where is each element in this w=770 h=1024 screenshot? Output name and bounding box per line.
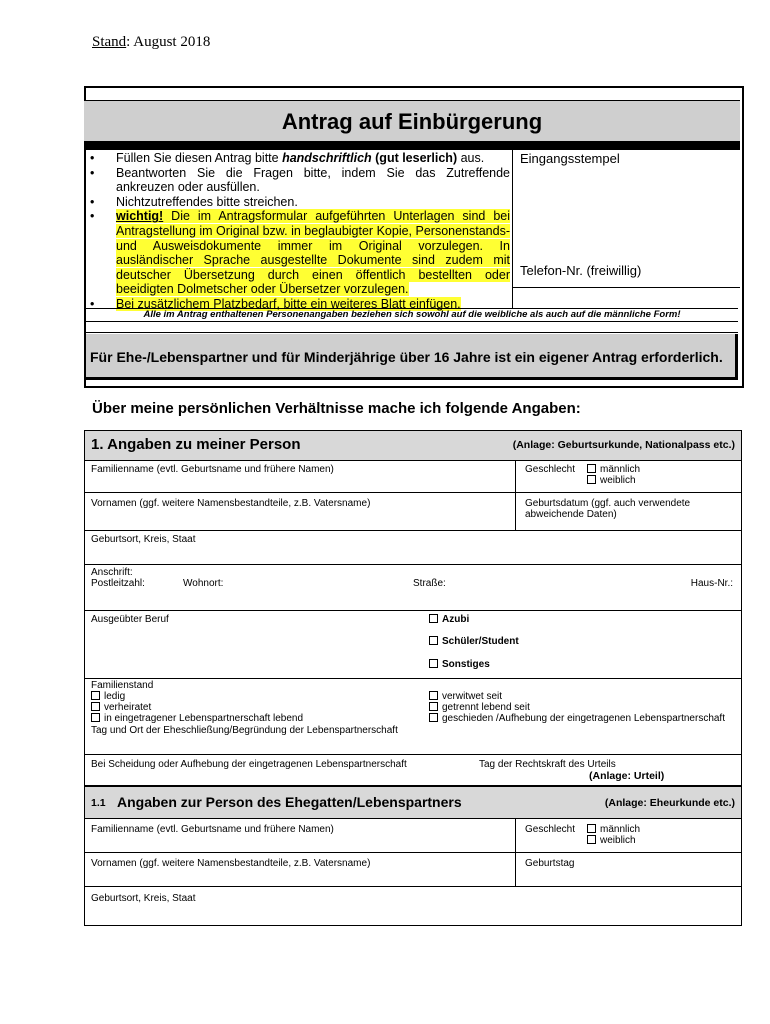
- hausnr-field[interactable]: Haus-Nr.:: [690, 578, 733, 589]
- checkbox-sonstiges[interactable]: Sonstiges: [429, 659, 490, 670]
- partner-geburtsort-field[interactable]: Geburtsort, Kreis, Staat: [91, 893, 196, 904]
- instruction-item-important: • wichtig! Die im Antragsformular aufgeführten Unterlagen sind bei Antragstellung im Original bzw. in beglaubigter Kopie, Personenstands- und Ausweisdokumente immer im Original vorzulegen. In ausländischer Sprache ausgestellte Dokumente sind zudem mit deutscher Übersetzung durch einen öffentlich bestellten oder beeidigten Dolmetscher oder Übersetzer vorzulegen.: [90, 209, 510, 297]
- eingangsstempel-label: Eingangsstempel: [520, 151, 620, 166]
- checkbox-partner-weiblich[interactable]: weiblich: [587, 835, 636, 846]
- instruction-item: • Nichtzutreffendes bitte streichen.: [90, 195, 510, 210]
- divider: [515, 819, 516, 852]
- checkbox-icon: [429, 659, 438, 668]
- instruction-item: • Bei zusätzlichem Platzbedarf, bitte ein weiteres Blatt einfügen.: [90, 297, 510, 312]
- divider: [515, 461, 516, 492]
- checkbox-geschieden[interactable]: geschieden /Aufhebung der eingetragenen Lebenspartnerschaft: [429, 713, 725, 724]
- geburtsdatum-field[interactable]: Geburtsdatum (ggf. auch verwendete abweichende Daten): [525, 498, 691, 520]
- checkbox-verwitwet[interactable]: verwitwet seit: [429, 691, 502, 702]
- checkbox-azubi[interactable]: Azubi: [429, 614, 469, 625]
- checkbox-ledig[interactable]: ledig: [91, 691, 125, 702]
- checkbox-icon: [429, 636, 438, 645]
- section1-form: [84, 430, 742, 786]
- row-familienstand: [85, 679, 741, 725]
- familienname-field[interactable]: Familienname (evtl. Geburtsname und frühere Namen): [91, 464, 334, 475]
- beruf-field[interactable]: Ausgeübter Beruf: [91, 614, 169, 625]
- row-geburtsort: [85, 531, 741, 565]
- stand-label: Stand: [92, 34, 127, 50]
- spacer: [86, 320, 738, 333]
- plz-field[interactable]: Postleitzahl:: [91, 578, 145, 589]
- section11-header: [85, 787, 741, 819]
- anlage-urteil: (Anlage: Urteil): [589, 770, 665, 782]
- row-vornamen: [85, 493, 741, 531]
- stand-value: August 2018: [133, 34, 211, 50]
- checkbox-getrennt[interactable]: getrennt lebend seit: [429, 702, 530, 713]
- section11-number: 1.1: [91, 797, 106, 809]
- rechtskraft-field[interactable]: Tag der Rechtskraft des Urteils: [479, 759, 616, 770]
- instruction-item: • Füllen Sie diesen Antrag bitte handschriftlich (gut leserlich) aus.: [90, 151, 510, 166]
- title-bar: [84, 100, 740, 142]
- checkbox-icon: [587, 824, 596, 833]
- row-scheidung: [85, 755, 741, 785]
- divider: [515, 493, 516, 530]
- partner-vornamen-field[interactable]: Vornamen (ggf. weitere Namensbestandteile, z.B. Vatersname): [91, 858, 371, 869]
- checkbox-icon: [429, 713, 438, 722]
- checkbox-icon: [587, 464, 596, 473]
- section11-title: Angaben zur Person des Ehegatten/Lebenspartners: [117, 794, 462, 810]
- section11-anlage: (Anlage: Eheurkunde etc.): [604, 797, 735, 809]
- partner-geburtstag-field[interactable]: Geburtstag: [525, 858, 575, 869]
- checkbox-verheiratet[interactable]: verheiratet: [91, 702, 151, 713]
- checkbox-partner-maennlich[interactable]: männlich: [587, 824, 640, 835]
- familienstand-label: Familienstand: [91, 680, 154, 691]
- checkbox-icon: [91, 702, 100, 711]
- separate-application-notice: Für Ehe-/Lebenspartner und für Minderjährige über 16 Jahre ist ein eigener Antrag erforderlich.: [86, 334, 738, 380]
- row-partner-vornamen: [85, 853, 741, 887]
- strasse-field[interactable]: Straße:: [413, 578, 446, 589]
- divider: [515, 853, 516, 886]
- revision-stamp: Stand: August 2018: [92, 34, 211, 50]
- divider: [84, 142, 740, 150]
- section11-form: [84, 786, 742, 926]
- checkbox-icon: [587, 835, 596, 844]
- wohnort-field[interactable]: Wohnort:: [183, 578, 224, 589]
- checkbox-lebenspartnerschaft[interactable]: in eingetragener Lebenspartnerschaft lebend: [91, 713, 303, 724]
- checkbox-icon: [429, 702, 438, 711]
- divider: [512, 150, 513, 308]
- partner-geschlecht-label: Geschlecht: [525, 824, 576, 835]
- row-beruf: [85, 611, 741, 679]
- checkbox-schueler[interactable]: Schüler/Student: [429, 636, 519, 647]
- instructions-list: [90, 151, 510, 312]
- eheschliessung-field[interactable]: Tag und Ort der Eheschließung/Begründung der Lebenspartnerschaft: [91, 725, 398, 736]
- row-partner-familienname: [85, 819, 741, 853]
- scheidung-label: Bei Scheidung oder Aufhebung der eingetragenen Lebenspartnerschaft: [91, 759, 407, 770]
- section1-anlage: (Anlage: Geburtsurkunde, Nationalpass etc.): [512, 439, 735, 451]
- row-familienname: [85, 461, 741, 493]
- checkbox-icon: [91, 713, 100, 722]
- geschlecht-label: Geschlecht: [525, 464, 576, 475]
- checkbox-icon: [587, 475, 596, 484]
- anschrift-label: Anschrift:: [91, 567, 133, 578]
- vornamen-field[interactable]: Vornamen (ggf. weitere Namensbestandteile, z.B. Vatersname): [91, 498, 371, 509]
- row-eheschliessung: [85, 723, 741, 755]
- row-anschrift: [85, 565, 741, 611]
- checkbox-icon: [429, 691, 438, 700]
- section1-header: [85, 431, 741, 461]
- checkbox-maennlich[interactable]: männlich: [587, 464, 640, 475]
- gender-note: Alle im Antrag enthaltenen Personenangaben beziehen sich sowohl auf die weibliche als auch auf die männliche Form!: [86, 308, 738, 322]
- telefon-field[interactable]: Telefon-Nr. (freiwillig): [520, 263, 642, 278]
- checkbox-icon: [91, 691, 100, 700]
- section1-title: 1. Angaben zu meiner Person: [91, 436, 301, 453]
- partner-familienname-field[interactable]: Familienname (evtl. Geburtsname und frühere Namen): [91, 824, 334, 835]
- checkbox-icon: [429, 614, 438, 623]
- checkbox-weiblich[interactable]: weiblich: [587, 475, 636, 486]
- instruction-item: • Beantworten Sie die Fragen bitte, indem Sie das Zutreffende ankreuzen oder ausfüllen.: [90, 166, 510, 195]
- row-partner-geburtsort: [85, 887, 741, 925]
- geburtsort-field[interactable]: Geburtsort, Kreis, Staat: [91, 534, 196, 545]
- section-intro: Über meine persönlichen Verhältnisse mache ich folgende Angaben:: [92, 400, 581, 417]
- page-title: Antrag auf Einbürgerung: [281, 109, 543, 134]
- divider: [512, 287, 740, 288]
